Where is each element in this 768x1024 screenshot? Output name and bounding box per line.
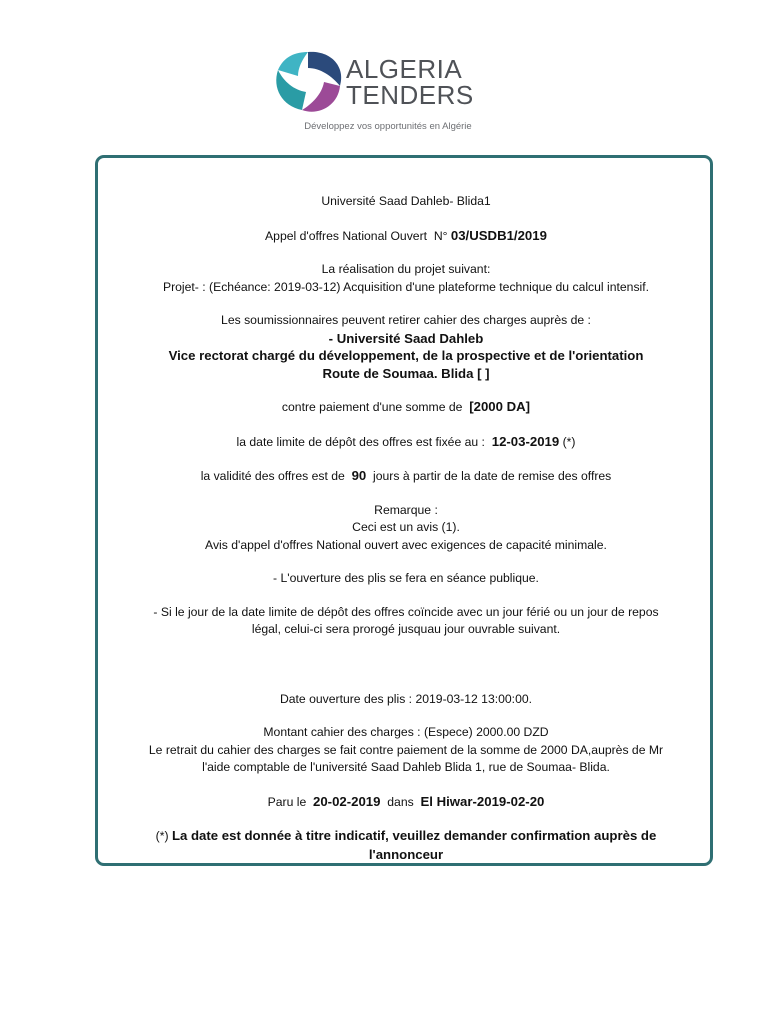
tender-number-prefix: N° (433, 228, 448, 243)
payment-line (110, 398, 702, 417)
tender-heading (110, 227, 702, 246)
deadline-mark: (*) (562, 434, 576, 449)
logo-wordmark (346, 56, 474, 108)
withdraw-dept: Vice rectorat chargé du développement, de la prospective et de l'orientation (168, 348, 644, 363)
payment-label: contre paiement d'une somme de (281, 400, 463, 414)
withdraw-intro: Les soumissionnaires peuvent retirer cahier des charges auprès de : (221, 313, 591, 327)
withdraw-org: - Université Saad Dahleb (328, 330, 484, 346)
logo-mark-icon (268, 46, 348, 116)
validity-line (110, 467, 702, 486)
remark-line-2: Avis d'appel d'offres National ouvert avec exigences de capacité minimale. (205, 537, 607, 552)
tender-number: 03/USDB1/2019 (450, 227, 547, 243)
holiday-line-1: - Si le jour de la date limite de dépôt des offres coïncide avec un jour férié ou un jour de repos (153, 604, 659, 619)
project-line: Projet- : (Echéance: 2019-03-12) Acquisition d'une plateforme technique du calcul intensif. (162, 279, 650, 294)
validity-suffix: jours à partir de la date de remise des offres (373, 469, 612, 483)
algeria-tenders-logo (268, 46, 508, 136)
logo-line-2: TENDERS (346, 80, 474, 110)
remark-title: Remarque : (374, 502, 438, 517)
withdraw-address: Route de Soumaa. Blida [ ] (322, 365, 490, 381)
project-intro: La réalisation du projet suivant: (321, 262, 491, 276)
deadline-date: 12-03-2019 (491, 433, 560, 449)
payment-amount: [2000 DA] (469, 399, 531, 414)
fee-description-2: l'aide comptable de l'université Saad Dahleb Blida 1, rue de Soumaa- Blida. (202, 760, 610, 774)
publication-in: dans (387, 794, 414, 809)
footnote-text-2: l'annonceur (368, 846, 444, 862)
publication-line (110, 793, 702, 812)
validity-days: 90 (351, 468, 367, 483)
tender-label: Appel d'offres National Ouvert (265, 228, 428, 243)
remark-line-1: Ceci est un avis (1). (352, 520, 460, 534)
footnote-mark: (*) (155, 829, 169, 843)
publication-source: El Hiwar-2019-02-20 (420, 793, 545, 809)
footnote-line-1 (110, 827, 702, 846)
deadline-line (110, 433, 702, 452)
tender-notice (110, 193, 702, 863)
publication-label: Paru le (267, 794, 307, 809)
opening-note: - L'ouverture des plis se fera en séance publique. (273, 571, 539, 585)
validity-label: la validité des offres est de (200, 469, 345, 483)
publication-date: 20-02-2019 (313, 793, 381, 809)
opening-date: Date ouverture des plis : 2019-03-12 13:00:00. (279, 691, 533, 706)
logo-line-1: ALGERIA (346, 54, 463, 84)
logo-tagline: Développez vos opportunités en Algérie (304, 121, 472, 132)
fee-description-1: Le retrait du cahier des charges se fait contre paiement de la somme de 2000 DA,auprès de Mr (148, 742, 664, 757)
deadline-label: la date limite de dépôt des offres est fixée au : (236, 434, 485, 449)
holiday-line-2: légal, celui-ci sera prorogé jusquau jour ouvrable suivant. (251, 622, 561, 636)
institution-name: Université Saad Dahleb- Blida1 (321, 194, 491, 208)
footnote-text-1: La date est donnée à titre indicatif, veuillez demander confirmation auprès de (171, 828, 657, 843)
fee-line: Montant cahier des charges : (Espece) 2000.00 DZD (263, 725, 549, 739)
